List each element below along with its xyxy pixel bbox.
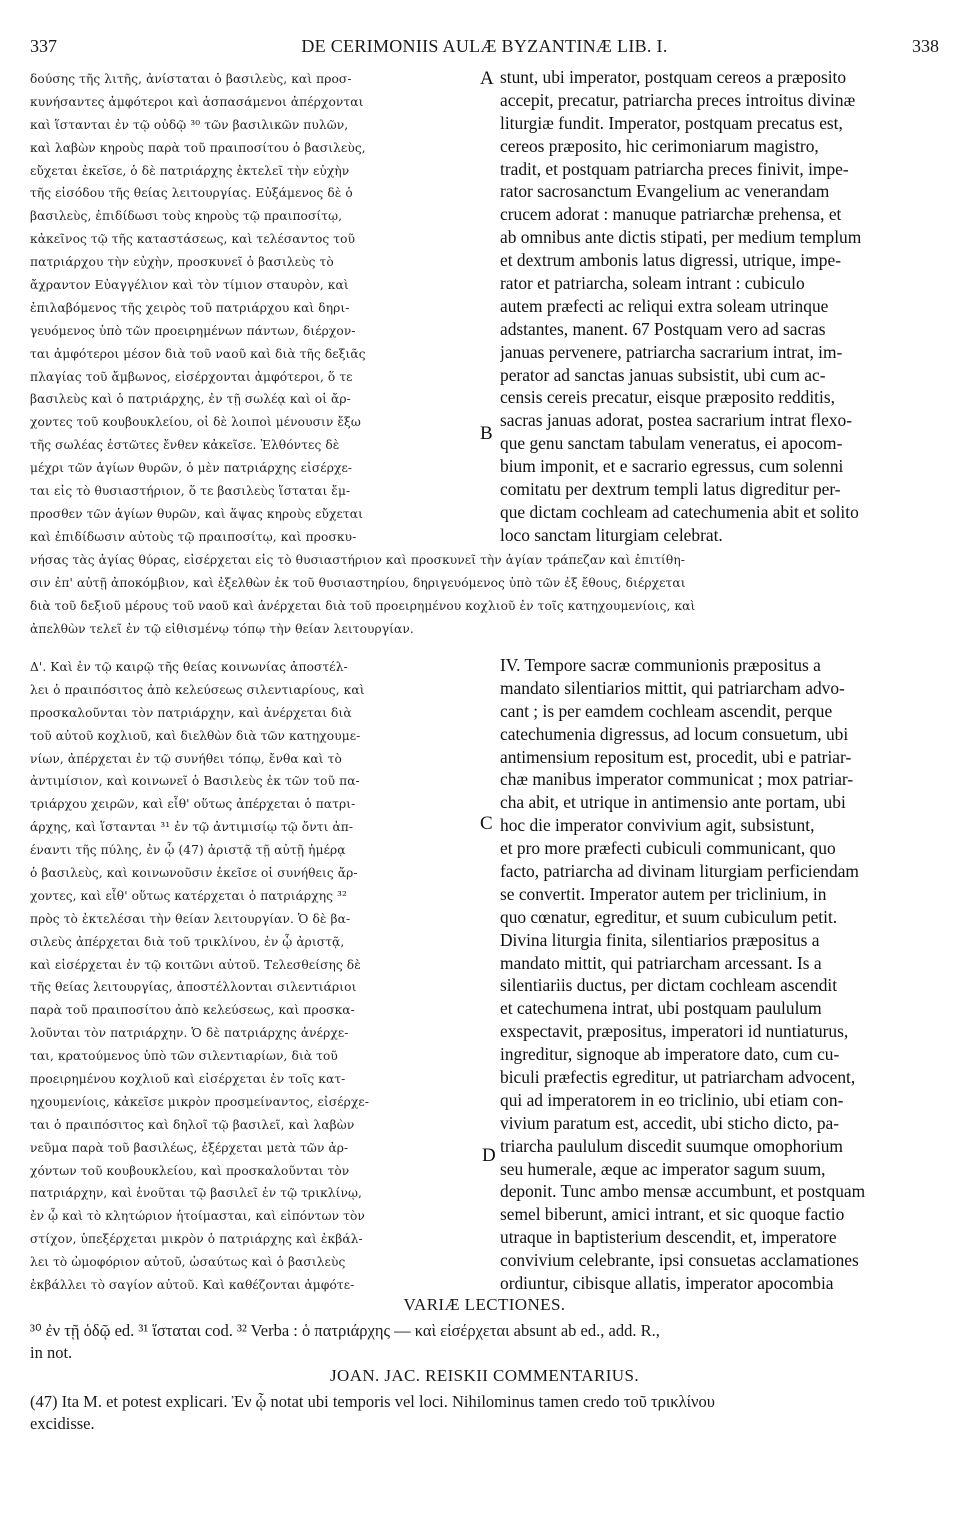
greek-text-line: πλαγίας τοῦ ἄμβωνος, εἰσέρχονται ἀμφότεροι, ὅ τε	[30, 369, 353, 384]
latin-text-line: Divina liturgia finita, silentiarios præpositus a	[500, 929, 820, 950]
greek-text-line: χοντες τοῦ κουβουκλείου, οἱ δὲ λοιποὶ μένουσιν ἔξω	[30, 415, 361, 430]
greek-text-line: τοῦ αὐτοῦ κοχλιοῦ, καὶ διελθὼν διὰ τῶν κατηχουμε-	[30, 728, 361, 743]
greek-text-line: ται, κρατούμενος ὑπὸ τῶν σιλεντιαρίων, διὰ τοῦ	[30, 1049, 338, 1064]
page-number-right: 338	[912, 36, 939, 56]
greek-text-line: ἐκβάλλει τὸ σαγίον αὐτοῦ. Καὶ καθέζονται ἀμφότε-	[30, 1278, 355, 1293]
margin-letter-d: D	[482, 1145, 496, 1166]
greek-text-line: ται εἰς τὸ θυσιαστήριον, ὅ τε βασιλεὺς ἵσταται ἔμ-	[30, 484, 351, 499]
greek-text-line: προειρημένου κοχλιοῦ καὶ εἰσέρχεται ἐν τοῖς κατ-	[30, 1072, 346, 1087]
greek-text-line: χόντων τοῦ κουβουκλείου, καὶ προσκαλοῦνται τὸν	[30, 1163, 350, 1178]
latin-text-line: convivium celebrante, ipsi consuetas acclamationes	[500, 1250, 859, 1271]
latin-text-line: loco sanctam liturgiam celebrat.	[500, 524, 723, 545]
greek-column-top	[30, 68, 478, 549]
running-header	[30, 30, 939, 60]
greek-text-line: γευόμενος ὑπὸ τῶν προειρημένων πάντων, διέρχον-	[30, 323, 356, 338]
latin-text-line: se convertit. Imperator autem per triclinium, in	[500, 883, 827, 904]
latin-text-line: qui ad imperatorem in eo triclinio, ubi etiam con-	[500, 1089, 844, 1110]
greek-text-line: νίων, ἀπέρχεται ἐν τῷ συνήθει τόπῳ, ἔνθα καὶ τὸ	[30, 751, 342, 766]
latin-text-line: cha abit, et utrique in antimensio ante portam, ubi	[500, 792, 846, 813]
latin-text-line: liturgiæ fundit. Imperator, postquam precatus est,	[500, 112, 843, 133]
greek-text-line: νήσας τὰς ἁγίας θύρας, εἰσέρχεται εἰς τὸ θυσιαστήριον καὶ προσκυνεῖ τὴν ἁγίαν τράπεζαν καὶ ἐπιτίθη-	[30, 553, 685, 567]
margin-letter-a: A	[480, 68, 494, 89]
latin-text-line: exspectavit, præpositus, imperatori id nuntiaturus,	[500, 1021, 849, 1042]
greek-text-line: τῆς σωλέας ἑστῶτες ἔνθεν κἀκεῖσε. Ἐλθόντες δὲ	[30, 438, 340, 453]
greek-text-line: κυνήσαντες ἀμφότεροι καὶ ἀσπασάμενοι ἀπέρχονται	[30, 94, 364, 109]
latin-text-line: sacras januas adorat, postea sacrarium intrat flexo-	[500, 410, 853, 431]
greek-text-line: τῆς εἰσόδου τῆς θείας λειτουργίας. Εὐξάμενος δὲ ὁ	[30, 186, 353, 201]
latin-text-line: adstantes, manent. 67 Postquam vero ad sacras	[500, 318, 826, 339]
latin-text-line: mandato silentiarios mittit, qui patriarcham advo-	[500, 677, 845, 698]
latin-text-line: rator sacrosanctum Evangelium ac venerandam	[500, 181, 830, 202]
greek-text-line: καὶ ἐπιδίδωσιν αὐτοὺς τῷ πραιποσίτῳ, καὶ προσκυ-	[30, 529, 357, 544]
greek-text-line: σιν ἐπ' αὐτῇ ἀποκόμβιον, καὶ ἐξελθὼν ἐκ τοῦ θυσιαστηρίου, δηριγευόμενος ὑπὸ τῶν ἐξ ἔθους, διέρχεται	[30, 575, 686, 590]
latin-text-line: mandato mittit, qui patriarcham arcessant. Is a	[500, 952, 822, 973]
latin-text-line: IV. Tempore sacræ communionis præpositus a	[500, 655, 821, 675]
latin-text-line: silentiariis ductus, per dictam cochleam ascendit	[500, 975, 838, 996]
greek-text-line: πρὸς τὸ ἐκτελέσαι τὴν θείαν λειτουργίαν. Ὁ δὲ βα-	[30, 911, 351, 926]
greek-text-line: καὶ λαβὼν κηροὺς παρὰ τοῦ πραιποσίτου ὁ βασιλεὺς,	[30, 140, 366, 155]
latin-text-line: vivium paratum est, accedit, ubi sticho dicto, pa-	[500, 1112, 840, 1133]
running-title: DE CERIMONIIS AULÆ BYZANTINÆ LIB. I.	[301, 36, 668, 56]
greek-text-line: ται ἀμφότεροι μέσον διὰ τοῦ ναοῦ καὶ διὰ τῆς δεξιᾶς	[30, 346, 366, 361]
greek-text-line: ἐν ᾧ καὶ τὸ κλητώριον ἡτοίμασται, καὶ εἰπόντων τὸν	[30, 1209, 365, 1224]
greek-full-width	[30, 549, 940, 641]
margin-letter-b: B	[480, 423, 493, 444]
latin-text-line: januas pervenere, patriarcha sacrarium intrat, im-	[500, 341, 843, 362]
latin-text-line: accepit, precatur, patriarcha preces introitus divinæ	[500, 89, 856, 110]
greek-text-line: καὶ ἵστανται ἐν τῷ οὐδῷ ³⁰ τῶν βασιλικῶν πυλῶν,	[30, 117, 349, 132]
greek-text-line: προσθεν τῶν ἁγίων θυρῶν, καὶ ἅψας κηροὺς εὔχεται	[30, 506, 363, 521]
page-number-left: 337	[30, 36, 57, 56]
greek-text-line: κἀκεῖνος τῷ τῆς καταστάσεως, καὶ τελέσαντος τοῦ	[30, 232, 356, 247]
greek-text-line: εὔχεται ἐκεῖσε, ὁ δὲ πατριάρχης ἐκτελεῖ τὴν εὐχὴν	[30, 163, 350, 178]
greek-text-line: ἐπιλαβόμενος τῆς χειρὸς τοῦ πατριάρχου καὶ δηρι-	[30, 300, 350, 315]
greek-text-line: ἄχραντον Εὐαγγέλιον καὶ τὸν τίμιον σταυρὸν, καὶ	[30, 278, 349, 293]
latin-text-line: que dictam cochleam ad catechumenia abit et solito	[500, 501, 859, 522]
greek-text-line: βασιλεὺς καὶ ὁ πατριάρχης, ἐν τῇ σωλέᾳ καὶ οἱ ἄρ-	[30, 392, 351, 407]
greek-text-line: μέχρι τῶν ἁγίων θυρῶν, ὁ μὲν πατριάρχης εἰσέρχε-	[30, 461, 353, 476]
latin-text-line: stunt, ubi imperator, postquam cereos a præposito	[500, 67, 847, 87]
greek-text-line: λει τὸ ὠμοφόριον αὐτοῦ, ὡσαύτως καὶ ὁ βασιλεὺς	[30, 1255, 346, 1270]
latin-text-line: quo cœnatur, egreditur, et suum cubiculum petit.	[500, 906, 838, 927]
latin-text-line: catechumenia digressus, ad locum consuetum, ubi	[500, 723, 849, 744]
variant-reading-line: ³⁰ ἐν τῇ ὁδῷ ed. ³¹ ἵσταται cod. ³² Verba : ὁ πατριάρχης — καὶ εἰσέρχεται absunt ab ed., add. R.,	[30, 1321, 660, 1340]
greek-text-line: Δ'. Καὶ ἐν τῷ καιρῷ τῆς θείας κοινωνίας ἀποστέλ-	[30, 660, 348, 674]
greek-text-line: ἀντιμίσιον, καὶ κοινωνεῖ ὁ Βασιλεὺς ἐκ τῶν τοῦ πα-	[30, 774, 360, 789]
latin-text-line: cant ; is per eamdem cochleam ascendit, perque	[500, 700, 833, 721]
commentary-line: (47) Ita M. et potest explicari. Ἐν ᾧ notat ubi temporis vel loci. Nihilominus tamen credo τοῦ τρικλίνου	[30, 1392, 715, 1411]
latin-text-line: et dextrum ambonis latus digressi, utrique, impe-	[500, 250, 841, 271]
latin-text-line: triarcha paululum discedit suumque omophorium	[500, 1135, 843, 1156]
latin-text-line: tradit, et postquam patriarcha preces finivit, impe-	[500, 158, 849, 179]
latin-text-line: utraque in baptisterium descendit, et, imperatore	[500, 1227, 837, 1248]
latin-text-line: comitatu per dextrum templi latus digreditur per-	[500, 479, 841, 500]
greek-text-line: παρὰ τοῦ πραιποσίτου ἀπὸ κελεύσεως, καὶ προσκα-	[30, 1003, 355, 1018]
greek-text-line: ἀπελθὼν τελεῖ ἐν τῷ εἰθισμένῳ τόπῳ τὴν θείαν λειτουργίαν.	[30, 621, 414, 636]
latin-text-line: facto, patriarcha ad divinam liturgiam perficiendam	[500, 861, 859, 882]
latin-text-line: autem præfecti ac reliqui extra soleam utrinque	[500, 295, 829, 316]
greek-text-line: λει ὁ πραιπόσιτος ἀπὸ κελεύσεως σιλεντιαρίους, καὶ	[30, 682, 365, 697]
greek-text-line: ηχουμενίοις, κἀκεῖσε μικρὸν προσμείναντος, εἰσέρχε-	[30, 1094, 370, 1109]
latin-text-line: biculi præfectis egreditur, ut patriarcham advocent,	[500, 1067, 856, 1088]
latin-text-line: que genu sanctam tabulam veneratus, ei apocom-	[500, 433, 843, 454]
greek-text-line: έναντι τῆς πύλης, ἐν ᾧ (47) ἀριστᾷ τῇ αὐτῇ ἡμέρᾳ	[30, 843, 346, 858]
greek-text-line: άρχης, καὶ ἵστανται ³¹ ἐν τῷ ἀντιμισίῳ τῷ ὄντι ἀπ-	[30, 820, 354, 835]
latin-text-line: chæ manibus imperator communicat ; mox patriar-	[500, 769, 854, 790]
latin-text-line: deponit. Tunc ambo mensæ accumbunt, et postquam	[500, 1181, 866, 1202]
latin-text-line: crucem adorat : manuque patriarchæ prehensa, et	[500, 204, 842, 225]
latin-text-line: ordiuntur, cibisque allatis, imperator apocombia	[500, 1273, 834, 1294]
latin-text-line: seu humerale, æque ac imperator sagum suum,	[500, 1158, 826, 1179]
greek-text-line: ὁ βασιλεὺς, καὶ κοινωνοῦσιν ἐκεῖσε οἱ συνήθεις ἄρ-	[30, 866, 358, 881]
greek-text-line: χοντες, καὶ εἶθ' οὕτως κατέρχεται ὁ πατριάρχης ³²	[30, 888, 348, 903]
variae-lectiones-heading: VARIÆ LECTIONES.	[403, 1295, 566, 1314]
commentary	[30, 1391, 939, 1435]
latin-text-line: et catechumena intrat, ubi postquam paululum	[500, 998, 822, 1019]
latin-text-line: censis cereis precatur, eisque præposito redditis,	[500, 387, 835, 408]
latin-text-line: semel biberunt, amici intrant, et sic quoque factio	[500, 1204, 845, 1225]
greek-text-line: τῆς θείας λειτουργίας, ἀποστέλλονται σιλεντιάριοι	[30, 980, 357, 995]
greek-column-bottom	[30, 656, 478, 1297]
greek-text-line: δούσης τῆς λιτῆς, ἀνίσταται ὁ βασιλεὺς, καὶ προσ-	[30, 72, 352, 86]
variae-lectiones	[30, 1320, 939, 1364]
latin-text-line: perator ad sanctas januas subsistit, ubi cum ac-	[500, 364, 826, 385]
greek-text-line: προσκαλοῦνται τὸν πατριάρχην, καὶ ἀνέρχεται διὰ	[30, 705, 352, 720]
latin-text-line: hoc die imperator convivium agit, subsistunt,	[500, 815, 815, 836]
greek-text-line: στίχον, ὑπεξέρχεται μικρὸν ὁ πατριάρχης καὶ ἐκβάλ-	[30, 1232, 363, 1247]
greek-text-line: καὶ εἰσέρχεται ἐν τῷ κοιτῶνι αὐτοῦ. Τελεσθείσης δὲ	[30, 957, 361, 972]
greek-text-line: τριάρχου χειρῶν, καὶ εἶθ' οὕτως ἀπέρχεται ὁ πατρι-	[30, 797, 356, 812]
latin-text-line: bium imponit, et e sacrario egressus, cum solenni	[500, 456, 844, 477]
latin-text-line: cereos præposito, hic cerimoniarum magistro,	[500, 135, 819, 156]
greek-text-line: νεῦμα παρὰ τοῦ βασιλέως, ἐξέρχεται μετὰ τῶν ἀρ-	[30, 1140, 349, 1155]
latin-column-top	[500, 66, 940, 547]
latin-text-line: et pro more præfecti cubiculi communicant, quo	[500, 838, 836, 859]
latin-text-line: ab omnibus ante dictis stipati, per medium templum	[500, 227, 862, 248]
greek-text-line: σιλεὺς ἀπέρχεται διὰ τοῦ τρικλίνου, ἐν ᾧ ἀριστᾷ,	[30, 934, 345, 949]
greek-text-line: πατριάρχην, καὶ ἑνοῦται τῷ βασιλεῖ ἐν τῷ τρικλίνῳ,	[30, 1186, 363, 1201]
commentary-heading: JOAN. JAC. REISKII COMMENTARIUS.	[330, 1366, 639, 1385]
latin-text-line: antimensium repositum est, procedit, ubi e patriar-	[500, 746, 852, 767]
greek-text-line: βασιλεὺς, ἐπιδίδωσι τοὺς κηροὺς τῷ πραιποσίτῳ,	[30, 209, 343, 224]
greek-text-line: πατριάρχου τὴν εὐχὴν, προσκυνεῖ ὁ βασιλεὺς τὸ	[30, 255, 334, 270]
latin-text-line: rator et patriarcha, soleam intrant : cubiculo	[500, 273, 805, 294]
latin-text-line: ingreditur, signoque ab imperatore dato, cum cu-	[500, 1044, 840, 1065]
latin-column-bottom	[500, 654, 940, 1295]
greek-text-line: ται ὁ πραιπόσιτος καὶ δηλοῖ τῷ βασιλεῖ, καὶ λαβὼν	[30, 1117, 355, 1132]
greek-text-line: λοῦνται τὸν πατριάρχην. Ὁ δὲ πατριάρχης ἀνέρχε-	[30, 1026, 349, 1041]
variant-reading-line: in not.	[30, 1343, 73, 1362]
commentary-line: excidisse.	[30, 1414, 95, 1433]
margin-letter-c: C	[480, 813, 493, 834]
greek-text-line: διὰ τοῦ δεξιοῦ μέρους τοῦ ναοῦ καὶ ἀνέρχεται διὰ τοῦ προειρημένου κοχλιοῦ ἐν τοῖς κατηχουμενίοις, καὶ	[30, 598, 696, 613]
